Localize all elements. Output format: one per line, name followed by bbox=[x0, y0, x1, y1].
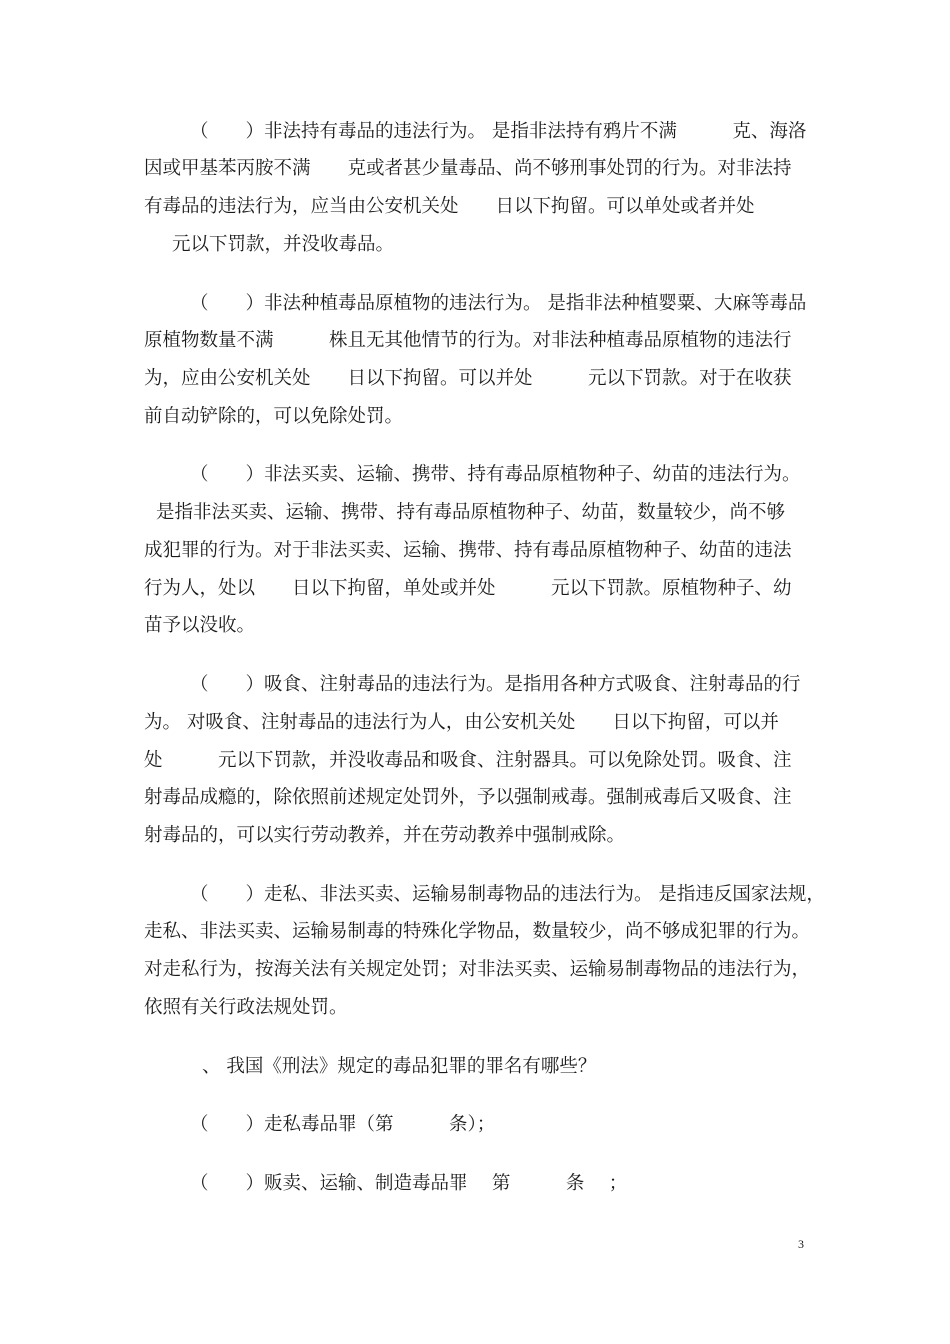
text-line: 走私、非法买卖、运输易制毒的特殊化学物品，数量较少，尚不够成犯罪的行为。 bbox=[144, 921, 811, 942]
text-line: 为，应由公安机关处 日以下拘留。可以并处 元以下罚款。对于在收获 bbox=[144, 368, 792, 389]
text-line: （ ）非法持有毒品的违法行为。 是指非法持有鸦片不满 克、海洛 bbox=[190, 121, 807, 142]
text-line: 苗予以没收。 bbox=[144, 615, 256, 636]
text-line: 前自动铲除的，可以免除处罚。 bbox=[144, 406, 404, 427]
text-line: 有毒品的违法行为，应当由公安机关处 日以下拘留。可以单处或者并处 bbox=[144, 196, 755, 217]
text-line: （ ）吸食、注射毒品的违法行为。是指用各种方式吸食、注射毒品的行 bbox=[190, 674, 801, 695]
text-line: 依照有关行政法规处罚。 bbox=[144, 997, 348, 1018]
text-line: （ ）非法种植毒品原植物的违法行为。 是指非法种植婴粟、大麻等毒品 bbox=[190, 293, 807, 314]
text-line: 处 元以下罚款，并没收毒品和吸食、注射器具。可以免除处罚。吸食、注 bbox=[144, 750, 792, 771]
text-line: 元以下罚款，并没收毒品。 bbox=[172, 234, 395, 255]
page-number: 3 bbox=[798, 1237, 804, 1251]
text-line: 成犯罪的行为。对于非法买卖、运输、携带、持有毒品原植物种子、幼苗的违法 bbox=[144, 540, 792, 561]
text-line: （ ）走私、非法买卖、运输易制毒物品的违法行为。 是指违反国家法规， bbox=[190, 884, 825, 905]
question-heading: 、 我国《刑法》规定的毒品犯罪的罪名有哪些？ bbox=[202, 1056, 597, 1077]
text-line: 射毒品成瘾的，除依照前述规定处罚外，予以强制戒毒。强制戒毒后又吸食、注 bbox=[144, 787, 792, 808]
text-line: 是指非法买卖、运输、携带、持有毒品原植物种子、幼苗，数量较少，尚不够 bbox=[156, 502, 786, 523]
list-item: （ ）贩卖、运输、制造毒品罪 第 条 ； bbox=[190, 1173, 628, 1194]
text-line: 为。 对吸食、注射毒品的违法行为人，由公安机关处 日以下拘留，可以并 bbox=[144, 712, 779, 733]
text-line: 射毒品的，可以实行劳动教养，并在劳动教养中强制戒除。 bbox=[144, 825, 626, 846]
list-item: （ ）走私毒品罪（第 条）； bbox=[190, 1114, 496, 1135]
text-line: 对走私行为，按海关法有关规定处罚；对非法买卖、运输易制毒物品的违法行为， bbox=[144, 959, 811, 980]
text-line: 因或甲基苯丙胺不满 克或者甚少量毒品、尚不够刑事处罚的行为。对非法持 bbox=[144, 158, 792, 179]
text-line: （ ）非法买卖、运输、携带、持有毒品原植物种子、幼苗的违法行为。 bbox=[190, 464, 801, 485]
text-line: 原植物数量不满 株且无其他情节的行为。对非法种植毒品原植物的违法行 bbox=[144, 330, 792, 351]
text-line: 行为人，处以 日以下拘留，单处或并处 元以下罚款。原植物种子、幼 bbox=[144, 578, 792, 599]
